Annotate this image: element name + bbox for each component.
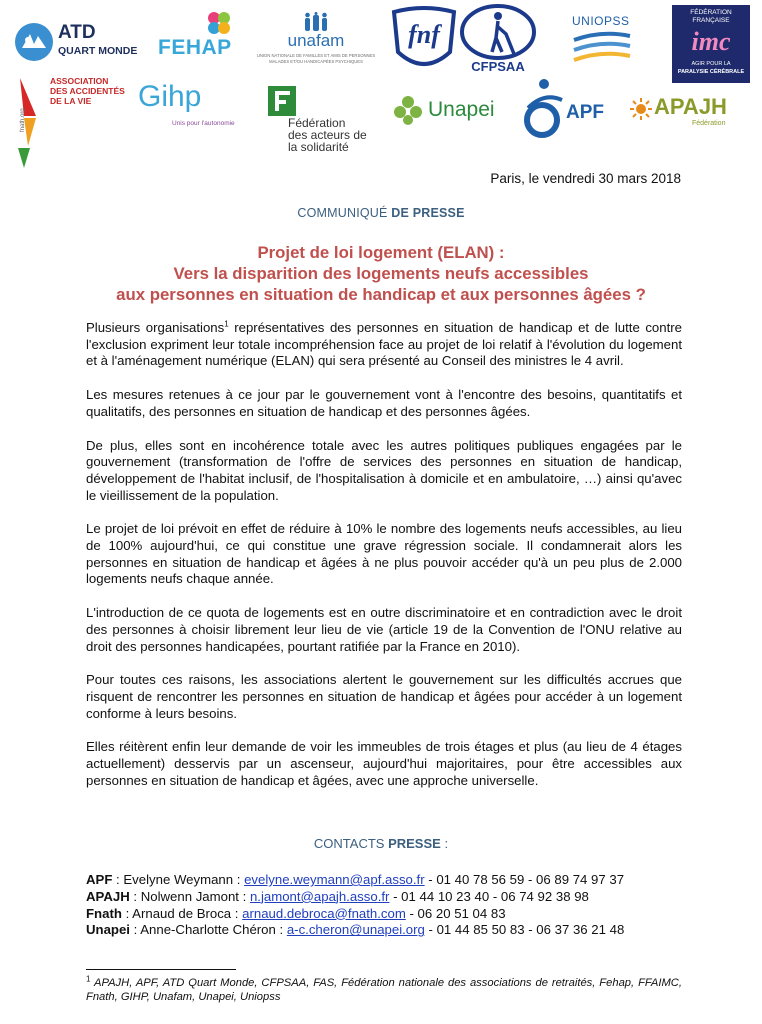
paragraph-2: Les mesures retenues à ce jour par le gouvernement vont à l'encontre des besoins, quantitatifs et qualitatifs, des personnes en situation de handicap et des personnes âgées. <box>86 387 682 419</box>
atd-subname: QUART MONDE <box>58 45 138 57</box>
unafam-tagline-1: UNION NATIONALE DE FAMILLES ET AMIS DE PERSONNES <box>256 53 376 58</box>
apajh-sun-icon <box>630 98 652 120</box>
contacts-heading-part-3: : <box>444 836 449 851</box>
fas-name: fnf <box>408 20 440 49</box>
contact-row-unapei <box>86 922 706 939</box>
federation-solidarite-logo <box>268 86 388 156</box>
unafam-name: unafam <box>287 31 345 50</box>
contact-email-link[interactable]: n.jamont@apajh.asso.fr <box>249 888 390 904</box>
kicker-part-1: COMMUNIQUÉ <box>297 206 388 220</box>
fimc-top-1: FÉDÉRATION <box>690 9 732 16</box>
paragraph-5: L'introduction de ce quota de logements est en outre discriminatoire et en contradiction avec le droit des personnes à choisir librement leur lieu de vie (article 19 de la Convention de l'ONU relative au droit des personnes handicapées, pourtant ratifiée par la France en 2010). <box>86 605 682 654</box>
fimc-top-2: FRANÇAISE <box>692 17 730 24</box>
apf-logo <box>522 78 614 138</box>
family-figures-icon <box>303 12 329 32</box>
footnote-divider <box>86 969 236 970</box>
contact-person: : Anne-Charlotte Chéron : <box>129 922 287 938</box>
apajh-name: APAJH <box>654 94 727 119</box>
contact-person: : Arnaud de Broca : <box>121 905 243 921</box>
atd-name: ATD <box>58 22 96 43</box>
footnote <box>86 976 682 1004</box>
gihp-tagline: Unis pour l'autonomie <box>172 120 235 127</box>
clover-icon <box>204 8 234 38</box>
apajh-logo <box>630 94 748 134</box>
atd-emblem-icon <box>14 22 54 62</box>
contact-phones: - 06 20 51 04 83 <box>405 905 506 921</box>
uniopss-name: UNIOPSS <box>572 14 630 28</box>
paragraph-1 <box>86 320 682 370</box>
cfpsaa-logo <box>458 4 538 76</box>
unafam-tagline-2: MALADES ET/OU HANDICAPÉES PSYCHIQUES <box>269 59 363 64</box>
contact-org: Fnath <box>86 905 122 921</box>
atd-quart-monde-logo <box>14 20 144 64</box>
contact-phones: - 01 44 85 50 83 - 06 37 36 21 48 <box>424 922 625 938</box>
paragraph-4: Le projet de loi prévoit en effet de réduire à 10% le nombre des logements neufs accessibles, au lieu de 100% aujourd'hui, ce qui constitue une grave régression sociale. Il condamnerait alors les personnes en situation de handicap et âgées à ne plus pouvoir accéder qu'à un peu plus de 2.000 logements neufs chaque année. <box>86 521 682 587</box>
gihp-logo <box>138 80 248 132</box>
contact-org: APAJH <box>86 888 130 904</box>
paragraph-1-rest: représentatives des personnes en situation de handicap et de lutte contre l'exclusion expriment leur totale incompréhension face au projet de loi relatif à l'évolution du logement et à l'aménagement numérique (ELAN) qui sera présenté au Conseil des ministres le 4 avril. <box>86 320 682 369</box>
contacts-heading-part-1: CONTACTS <box>313 836 385 851</box>
uniopss-logo <box>566 14 640 72</box>
unapei-name: Unapei <box>428 98 495 121</box>
fnath-line-2: DES ACCIDENTÉS <box>50 86 125 96</box>
contact-org: APF <box>86 872 113 887</box>
cane-walker-icon <box>458 4 538 60</box>
fnath-line-1: ASSOCIATION <box>50 76 109 86</box>
fimc-bottom-2: PARALYSIE CÉRÉBRALE <box>677 69 745 75</box>
contact-person: : Nolwenn Jamont : <box>129 888 250 904</box>
paragraph-7: Elles réitèrent enfin leur demande de voir les immeubles de trois étages et plus (au lieu de 4 étages actuellement) desservis par un ascenseur, aujourd'hui majoritaires, pour être accessibles aux personnes en situation de handicap et âgées, avec une approche universelle. <box>86 739 682 788</box>
document-title <box>60 242 702 305</box>
contact-person: : Evelyne Weymann : <box>112 872 245 887</box>
gihp-name: Gihp <box>138 80 202 113</box>
communique-kicker <box>0 206 762 220</box>
contacts-heading <box>0 836 762 851</box>
title-line-2: Vers la disparition des logements neufs accessibles <box>173 264 589 283</box>
document-body <box>86 320 682 806</box>
fas-logo <box>390 6 458 72</box>
footnote-text: APAJH, APF, ATD Quart Monde, CFPSAA, FAS, Fédération nationale des associations de retraités, Fehap, FFAIMC, Fnath, GIHP, Unafam, Unapei, Uniopss <box>86 977 682 1003</box>
document-date: Paris, le vendredi 30 mars 2018 <box>490 171 681 186</box>
contact-row-apajh <box>86 889 706 906</box>
apf-name: APF <box>566 102 604 123</box>
fimc-logo <box>672 5 750 83</box>
contact-email-link[interactable]: evelyne.weymann@apf.asso.fr <box>244 872 425 887</box>
fimc-bottom-1: AGIR POUR LA <box>691 61 731 67</box>
paragraph-3: De plus, elles sont en incohérence totale avec les autres politiques publiques engagées par le gouvernement (transformation de l'offre de services des personnes en situation de handicap, développement de l'habitat inclusif, de l'hospitalisation à domicile et en ambulatoire, …) ainsi qu'avec le vieillissement de la population. <box>86 437 682 503</box>
title-line-3: aux personnes en situation de handicap et aux personnes âgées ? <box>116 285 646 304</box>
title-line-1: Projet de loi logement (ELAN) : <box>257 243 505 262</box>
footnote-ref: 1 <box>224 319 229 329</box>
unapei-flower-icon <box>392 94 424 126</box>
fnath-logo <box>14 76 134 172</box>
footnote-number: 1 <box>86 974 91 984</box>
contact-row-apf <box>86 872 706 889</box>
contact-email-link[interactable]: arnaud.debroca@fnath.com <box>242 905 406 921</box>
fnath-url: fnath.org <box>20 108 26 132</box>
contact-email-link[interactable]: a-c.cheron@unapei.org <box>286 922 425 938</box>
contact-phones: - 01 44 10 23 40 - 06 74 92 38 98 <box>389 888 589 904</box>
apajh-tagline: Fédération <box>692 120 726 127</box>
uniopss-waves-icon <box>570 30 634 70</box>
cfpsaa-name: CFPSAA <box>471 59 525 74</box>
contacts-heading-part-2: PRESSE <box>388 836 441 851</box>
federation-line-1: Fédération <box>288 116 346 130</box>
contact-row-fnath <box>86 906 706 923</box>
paragraph-6: Pour toutes ces raisons, les associations alertent le gouvernement sur les difficultés accrues que risquent de rencontrer les personnes en situation de handicap et âgées pour accéder à un logement conforme à leurs besoins. <box>86 672 682 721</box>
paragraph-1-start: Plusieurs organisations <box>86 320 225 335</box>
contacts-list <box>86 872 706 939</box>
unafam-logo <box>252 12 380 70</box>
federation-line-3: la solidarité <box>288 140 349 154</box>
fehap-name: FEHAP <box>158 36 232 59</box>
contact-phones: - 01 40 78 56 59 - 06 89 74 97 37 <box>424 872 625 887</box>
fimc-name: imc <box>691 27 731 56</box>
kicker-part-2: DE PRESSE <box>391 206 465 220</box>
unapei-logo <box>392 94 510 128</box>
fehap-logo <box>158 8 238 64</box>
federation-line-2: des acteurs de <box>288 128 367 142</box>
contact-org: Unapei <box>86 922 130 938</box>
federation-emblem-icon <box>268 86 296 116</box>
fnath-line-3: DE LA VIE <box>50 96 92 106</box>
